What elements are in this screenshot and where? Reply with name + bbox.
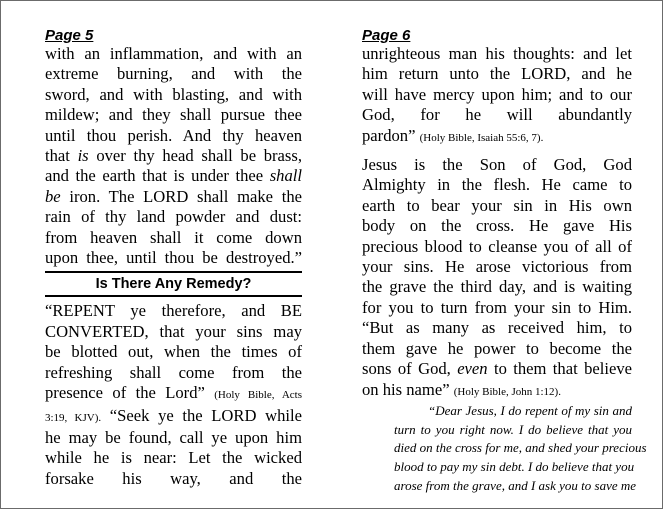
- text-line: your sins. He arose victorious from: [362, 257, 632, 277]
- page-5: [45, 27, 302, 489]
- text-line: rain of thy land powder and dust:: [45, 207, 302, 227]
- page-5-paragraph-2: [45, 301, 302, 489]
- text-line: earth to bear your sin in His own: [362, 195, 632, 215]
- text-line: him return unto the LORD, and he: [362, 64, 632, 84]
- citation: (Holy Bible, Isaiah 55:6, 7).: [419, 131, 544, 144]
- text-line: with an inflammation, and with an: [45, 44, 302, 63]
- section-heading-box: [45, 271, 302, 297]
- text-line: will have mercy upon him; and to our: [362, 84, 632, 104]
- text-line: for you to turn from your sin to Him.: [362, 297, 632, 317]
- page-6-label: Page 6: [362, 27, 411, 44]
- text-line: on his name” (Holy Bible, John 1:12).: [362, 379, 561, 399]
- page-6-paragraph-1: [362, 44, 632, 148]
- text-line: while he is near: Let the wicked: [45, 448, 302, 468]
- text-line: the grave the third day, and is waiting: [362, 277, 632, 297]
- text-line: 3:19, KJV). “Seek ye the LORD while: [45, 405, 302, 425]
- text-line: sword, and with blasting, and with: [45, 84, 302, 104]
- text-line: be iron. The LORD shall make the: [45, 186, 302, 206]
- page-5-paragraph-1: [45, 44, 302, 268]
- prayer-paragraph: [362, 402, 647, 496]
- page-5-label: Page 5: [45, 27, 94, 44]
- text-line: them gave he power to become the: [362, 338, 632, 358]
- citation: (Holy Bible, Acts: [214, 389, 302, 402]
- text-line: extreme burning, and with the: [45, 64, 302, 84]
- text-line: from heaven shall it come down: [45, 227, 302, 247]
- text-line: blood to pay my sin debt. I do believe that you: [394, 459, 635, 475]
- text-line: sons of God, even to them that believe: [362, 359, 632, 379]
- text-line: until thou perish. And thy heaven: [45, 125, 302, 145]
- citation: 3:19, KJV).: [45, 411, 102, 424]
- text-line: and the earth that is under thee shall: [45, 166, 302, 186]
- page-6: [362, 27, 647, 495]
- text-line: arose from the grave, and I ask you to save me: [394, 477, 637, 493]
- text-line: CONVERTED, that your sins may: [45, 321, 302, 341]
- text-line: refreshing shall come from the: [45, 362, 302, 382]
- text-line: upon thee, until thou be destroyed.”: [45, 248, 302, 268]
- text-line: turn to you right now. I do believe that you: [394, 421, 632, 437]
- text-line: forsake his way, and the: [45, 468, 302, 488]
- text-line: he may be found, call ye upon him: [45, 427, 302, 447]
- text-line: “But as many as received him, to: [362, 318, 632, 338]
- text-line: Almighty in the flesh. He came to: [362, 175, 632, 195]
- text-line: Jesus is the Son of God, God: [362, 155, 632, 175]
- text-line: body on the cross. He gave His: [362, 216, 632, 236]
- citation: (Holy Bible, John 1:12).: [453, 385, 561, 398]
- text-line: unrighteous man his thoughts: and let: [362, 44, 632, 63]
- section-heading: Is There Any Remedy?: [95, 276, 252, 293]
- text-line: pardon” (Holy Bible, Isaiah 55:6, 7).: [362, 125, 544, 145]
- page-6-paragraph-2: [362, 155, 632, 402]
- text-line: “REPENT ye therefore, and BE: [45, 301, 302, 321]
- text-line: that is over thy head shall be brass,: [45, 146, 302, 166]
- text-line: God, for he will abundantly: [362, 105, 632, 125]
- text-line: precious blood to cleanse you of all of: [362, 236, 632, 256]
- text-line: mildew; and they shall pursue thee: [45, 105, 302, 125]
- text-line: “Dear Jesus, I do repent of my sin and: [428, 402, 632, 418]
- text-line: died on the cross for me, and shed your precious: [394, 440, 647, 456]
- text-line: presence of the Lord” (Holy Bible, Acts: [45, 383, 302, 403]
- text-line: be blotted out, when the times of: [45, 342, 302, 362]
